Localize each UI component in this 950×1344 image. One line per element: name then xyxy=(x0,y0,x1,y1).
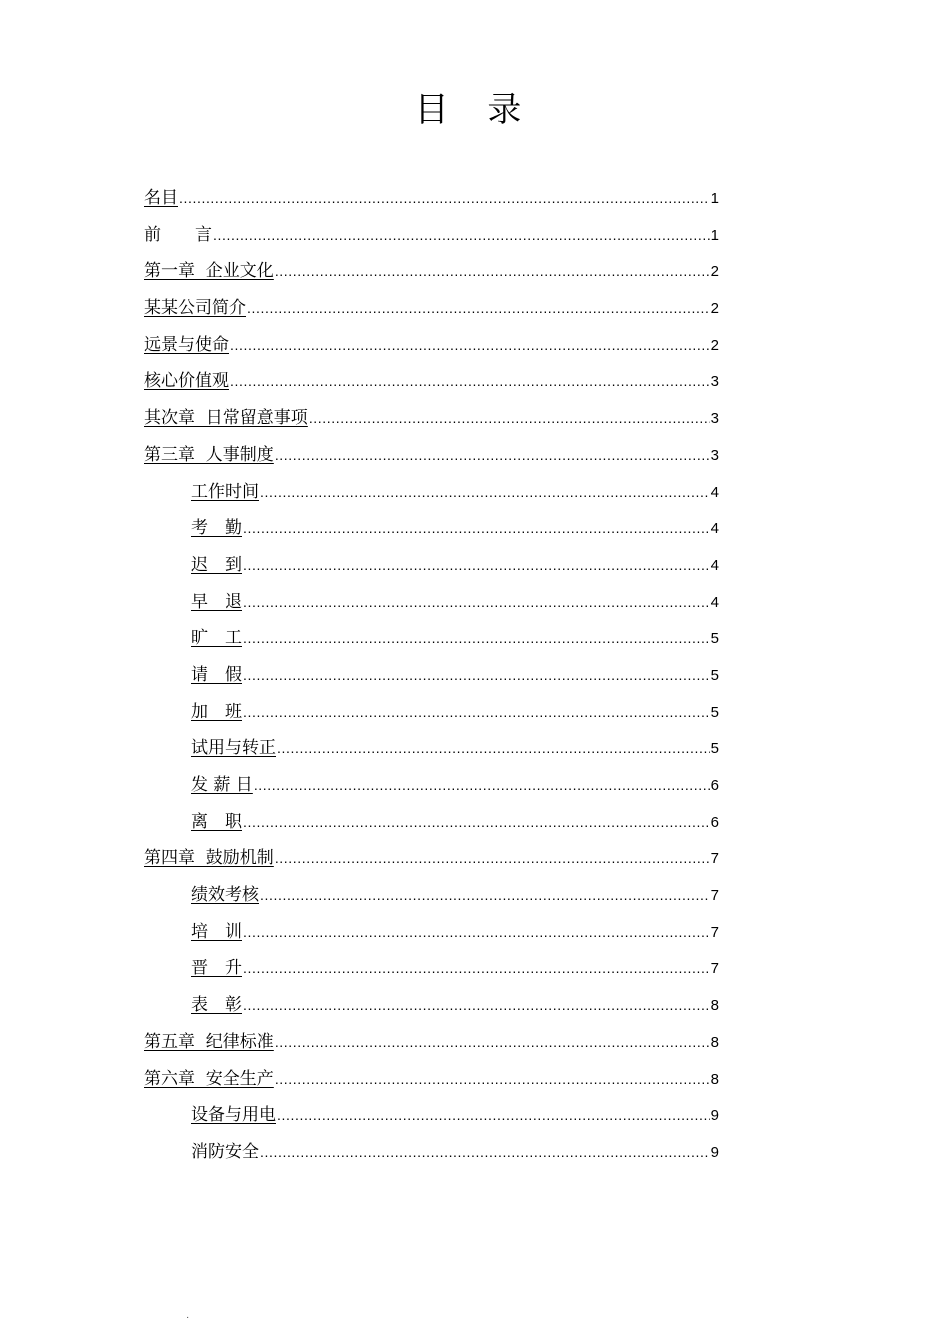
dot-leader xyxy=(275,1061,710,1098)
toc-entry-text[interactable]: 名目 xyxy=(144,188,178,208)
dot-leader xyxy=(243,804,710,841)
dot-leader xyxy=(309,400,710,437)
dot-leader xyxy=(277,730,710,767)
toc-entry-text[interactable]: 远景与使命 xyxy=(144,334,229,355)
toc-entry-text: 消防安全 xyxy=(191,1141,259,1162)
toc-entry[interactable] xyxy=(144,804,719,841)
toc-entry-text[interactable]: 其次章 日常留意事项 xyxy=(144,408,308,429)
toc-entry-text[interactable]: 培 训 xyxy=(191,921,242,942)
toc-page-number: 9 xyxy=(710,1107,719,1125)
toc-page-number: 7 xyxy=(710,850,719,868)
toc-page-number: 5 xyxy=(710,666,719,684)
toc-entry[interactable] xyxy=(144,510,719,547)
toc-page-number: 3 xyxy=(710,410,719,428)
toc-page-number: 7 xyxy=(710,960,719,978)
toc-entry-text[interactable]: 核心价值观 xyxy=(144,371,229,392)
dot-leader xyxy=(275,253,710,290)
toc-page-number: 2 xyxy=(710,336,719,354)
dot-leader xyxy=(243,987,710,1024)
toc-entry[interactable] xyxy=(144,327,719,364)
toc-entry[interactable] xyxy=(144,694,719,731)
toc-entry[interactable] xyxy=(144,1024,719,1061)
toc-entry-text[interactable]: 迟 到 xyxy=(191,554,242,575)
toc-entry-text[interactable]: 设备与用电 xyxy=(191,1105,276,1126)
toc-entry-text[interactable]: 第四章 鼓励机制 xyxy=(144,848,274,869)
toc-page-number: 3 xyxy=(710,446,719,464)
toc-page-number: 4 xyxy=(710,556,719,574)
toc-entry[interactable] xyxy=(144,1061,719,1098)
toc-entry-text[interactable]: 试用与转正 xyxy=(191,738,276,759)
toc-entry-text[interactable]: 表 彰 xyxy=(191,995,242,1016)
toc-page-number: 3 xyxy=(710,373,719,391)
toc-entry-text[interactable]: 第五章 纪律标准 xyxy=(144,1031,274,1052)
toc-title: 目 录 xyxy=(414,90,536,130)
toc-entry[interactable] xyxy=(144,253,719,290)
dot-leader xyxy=(275,840,710,877)
dot-leader xyxy=(213,217,710,254)
toc-entry-text[interactable]: 工作时间 xyxy=(191,481,259,502)
toc-entry[interactable] xyxy=(144,620,719,657)
toc-entry[interactable] xyxy=(144,180,719,217)
toc-entry-text[interactable]: 考 勤 xyxy=(191,518,242,539)
dot-leader xyxy=(247,290,710,327)
dot-leader xyxy=(260,1134,710,1171)
toc-entry[interactable] xyxy=(144,290,719,327)
toc-page-number: 5 xyxy=(710,703,719,721)
toc-entry[interactable] xyxy=(144,217,719,254)
dot-leader xyxy=(260,877,710,914)
toc-entry-text[interactable]: 第三章 人事制度 xyxy=(144,444,274,465)
toc-entry[interactable] xyxy=(144,730,719,767)
dot-leader xyxy=(243,620,710,657)
toc-entry[interactable] xyxy=(144,840,719,877)
dot-leader xyxy=(179,180,710,217)
toc-page-number: 4 xyxy=(710,520,719,538)
toc-page-number: 9 xyxy=(710,1143,719,1161)
toc-entry-text[interactable]: 离 职 xyxy=(191,811,242,832)
dot-leader xyxy=(254,767,710,804)
toc-entry[interactable] xyxy=(144,400,719,437)
toc-page-number: 7 xyxy=(710,923,719,941)
dot-leader xyxy=(260,474,710,511)
dot-leader xyxy=(230,363,710,400)
toc-entry-text[interactable]: 发 薪 日 xyxy=(191,775,253,795)
dot-leader xyxy=(243,914,710,951)
toc-page-number: 8 xyxy=(710,997,719,1015)
dot-leader xyxy=(243,657,710,694)
toc-entry[interactable] xyxy=(144,363,719,400)
toc-entry[interactable] xyxy=(144,474,719,511)
dot-leader xyxy=(243,510,710,547)
toc-entry-text[interactable]: 请 假 xyxy=(191,664,242,685)
toc-entry[interactable] xyxy=(144,914,719,951)
toc-page-number: 2 xyxy=(710,263,719,281)
toc-page-number: 5 xyxy=(710,630,719,648)
dot-leader xyxy=(230,327,710,364)
toc-page-number: 8 xyxy=(710,1070,719,1088)
footer-mark: · xyxy=(186,1312,190,1323)
toc-entry-text[interactable]: 绩效考核 xyxy=(191,885,259,906)
toc-page-number: 7 xyxy=(710,887,719,905)
toc-entry[interactable] xyxy=(144,1097,719,1134)
dot-leader xyxy=(243,584,710,621)
toc-page-number: 8 xyxy=(710,1033,719,1051)
toc-entry[interactable] xyxy=(144,767,719,804)
table-of-contents xyxy=(144,180,719,1171)
toc-entry[interactable] xyxy=(144,1134,719,1171)
dot-leader xyxy=(277,1097,710,1134)
toc-entry-text[interactable]: 第一章 企业文化 xyxy=(144,261,274,282)
dot-leader xyxy=(275,1024,710,1061)
toc-entry[interactable] xyxy=(144,987,719,1024)
toc-entry-text[interactable]: 加 班 xyxy=(191,701,242,722)
toc-page-number: 2 xyxy=(710,300,719,318)
toc-page-number: 1 xyxy=(710,226,719,244)
toc-entry[interactable] xyxy=(144,584,719,621)
toc-entry-text: 前 言 xyxy=(144,224,212,245)
toc-entry-text[interactable]: 早 退 xyxy=(191,591,242,612)
toc-page-number: 6 xyxy=(710,813,719,831)
toc-entry-text[interactable]: 某某公司简介 xyxy=(144,298,246,319)
toc-page-number: 4 xyxy=(710,483,719,501)
toc-entry-text[interactable]: 旷 工 xyxy=(191,628,242,649)
toc-entry[interactable] xyxy=(144,877,719,914)
toc-page-number: 4 xyxy=(710,593,719,611)
dot-leader xyxy=(275,437,710,474)
toc-page-number: 6 xyxy=(710,777,719,794)
toc-entry[interactable] xyxy=(144,657,719,694)
toc-entry-text[interactable]: 晋 升 xyxy=(191,958,242,979)
toc-entry[interactable] xyxy=(144,547,719,584)
dot-leader xyxy=(243,950,710,987)
toc-page-number: 1 xyxy=(710,190,719,207)
toc-page-number: 5 xyxy=(710,740,719,758)
toc-entry-text[interactable]: 第六章 安全生产 xyxy=(144,1068,274,1089)
dot-leader xyxy=(243,694,710,731)
toc-entry[interactable] xyxy=(144,950,719,987)
dot-leader xyxy=(243,547,710,584)
toc-entry[interactable] xyxy=(144,437,719,474)
